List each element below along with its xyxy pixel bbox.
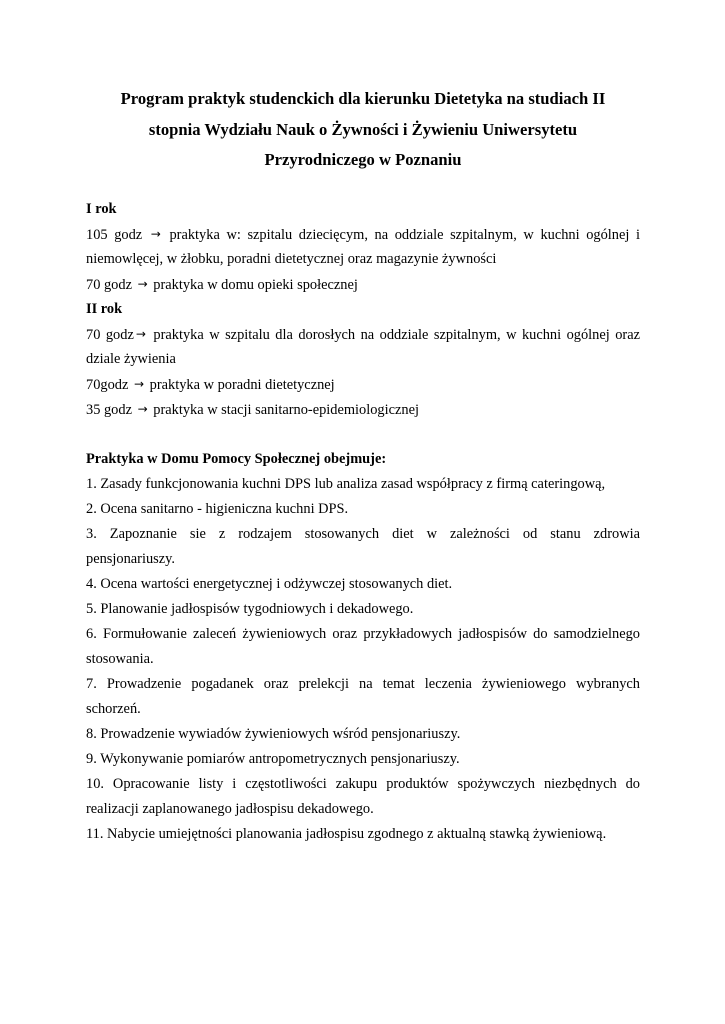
title-line-2: stopnia Wydziału Nauk o Żywności i Żywieniu Uniwersytetu: [148, 119, 578, 139]
year1-item1-hours: 105 godz: [86, 227, 143, 243]
document-title: [86, 84, 640, 176]
dps-item-11: 11. Nabycie umiejętności planowania jadłospisu zgodnego z aktualną stawką żywieniową.: [86, 826, 607, 842]
dps-item-3-line1: 3. Zapoznanie sie z rodzajem stosowanych diet w zależności od stanu zdrowia: [86, 526, 640, 542]
year2-item1-line1: [86, 322, 640, 347]
dps-heading: Praktyka w Domu Pomocy Społecznej obejmuje:: [86, 451, 387, 467]
year2-item2-text: praktyka w poradni dietetycznej: [149, 377, 335, 393]
arrow-right-icon: →: [133, 377, 145, 391]
year1-heading: I rok: [86, 201, 117, 217]
dps-item-9: 9. Wykonywanie pomiarów antropometrycznych pensjonariuszy.: [86, 751, 460, 767]
year1-item2: [86, 272, 640, 297]
title-line-3: Przyrodniczego w Poznaniu: [264, 150, 462, 169]
arrow-right-icon: →: [150, 227, 161, 241]
year2-item1-line2: dziale żywienia: [86, 351, 176, 367]
dps-item-5: 5. Planowanie jadłospisów tygodniowych i dekadowego.: [86, 601, 414, 617]
arrow-right-icon: →: [137, 402, 148, 416]
year2-item3-text: praktyka w stacji sanitarno-epidemiologicznej: [153, 402, 419, 418]
arrow-right-icon: →: [135, 327, 146, 341]
year1-item1-text: praktyka w: szpitalu dziecięcym, na oddziale szpitalnym, w kuchni ogólnej i: [169, 227, 640, 243]
dps-item-1: 1. Zasady funkcjonowania kuchni DPS lub analiza zasad współpracy z firmą cateringową,: [86, 476, 606, 492]
document-body: [86, 197, 640, 847]
year1-item2-text: praktyka w domu opieki społecznej: [153, 277, 358, 293]
year2-heading: II rok: [86, 301, 123, 317]
year2-item1-hours: 70 godz: [86, 327, 134, 343]
dps-item-10-line2: realizacji zaplanowanego jadłospisu dekadowego.: [86, 801, 374, 817]
arrow-right-icon: →: [137, 277, 148, 291]
dps-item-7-line1: 7. Prowadzenie pogadanek oraz prelekcji na temat leczenia żywieniowego wybranych: [86, 676, 640, 692]
year2-item2-hours: 70godz: [86, 377, 129, 393]
year1-item2-hours: 70 godz: [86, 277, 132, 293]
dps-item-6-line2: stosowania.: [86, 651, 154, 667]
year2-item3-hours: 35 godz: [86, 402, 132, 418]
year2-item1-text: praktyka w szpitalu dla dorosłych na oddziale szpitalnym, w kuchni ogólnej oraz: [153, 327, 640, 343]
title-line-1: Program praktyk studenckich dla kierunku Dietetyka na studiach II: [120, 89, 606, 108]
year2-item3: [86, 397, 640, 422]
dps-item-3-line2: pensjonariuszy.: [86, 551, 175, 567]
year2-item2: [86, 372, 640, 397]
year1-item1-line2: niemowlęcej, w żłobku, poradni dietetycznej oraz magazynie żywności: [86, 251, 497, 267]
dps-item-7-line2: schorzeń.: [86, 701, 141, 717]
dps-item-8: 8. Prowadzenie wywiadów żywieniowych wśród pensjonariuszy.: [86, 726, 461, 742]
dps-item-6-line1: 6. Formułowanie zaleceń żywieniowych oraz przykładowych jadłospisów do samodzielnego: [86, 626, 640, 642]
year1-item1-line1: [86, 222, 640, 247]
dps-item-2: 2. Ocena sanitarno - higieniczna kuchni DPS.: [86, 501, 349, 517]
dps-item-4: 4. Ocena wartości energetycznej i odżywczej stosowanych diet.: [86, 576, 453, 592]
section-gap: [86, 422, 640, 447]
dps-item-10-line1: 10. Opracowanie listy i częstotliwości zakupu produktów spożywczych niezbędnych do: [86, 776, 640, 792]
